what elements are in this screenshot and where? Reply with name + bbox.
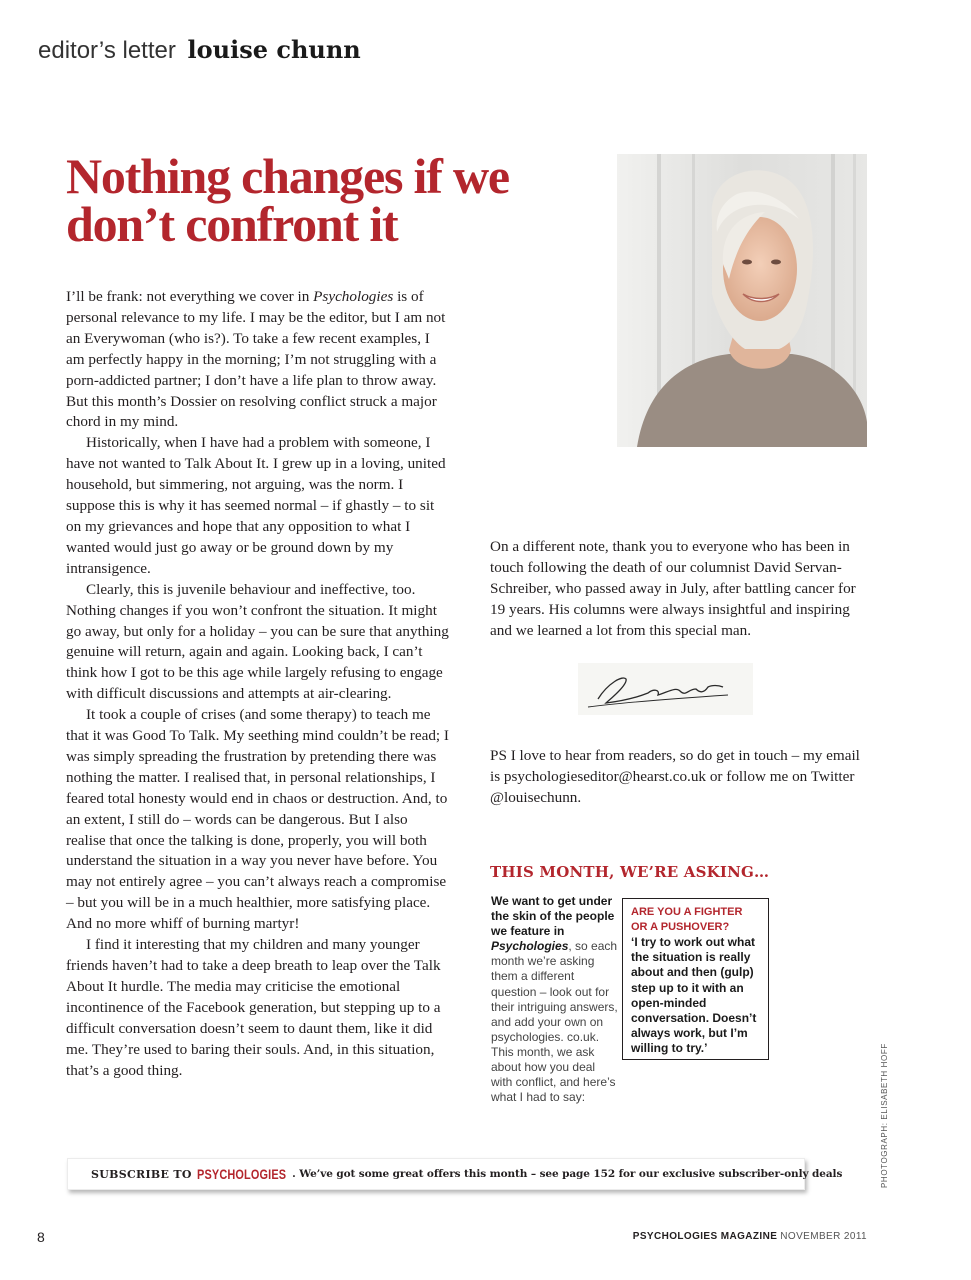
article-headline: Nothing changes if we don’t confront it	[66, 148, 509, 252]
subscribe-banner[interactable]	[67, 1158, 843, 1190]
editor-signature	[578, 663, 753, 715]
paragraph-2: Historically, when I have had a problem with someone, I have not wanted to Talk About It. I grew up in a loving, united household, but simmering, not arguing, was the norm. I suppose this is why it has seemed normal – if ghastly – to sit on my grievances and hope that any opposition to what I wanted would just go away or be ground down by my intransigence.	[66, 434, 446, 577]
asking-question: ARE YOU A FIGHTER OR A PUSHOVER?	[631, 906, 743, 933]
subscribe-offer: . We’ve got some great offers this month – see page 152 for our exclusive subscriber-only deals	[292, 1168, 843, 1180]
asking-intro-lead: We want to get under the skin of the people we feature in Psychologies	[491, 894, 615, 954]
paragraph-1: I’ll be frank: not everything we cover in Psychologies is of personal relevance to my life. I may be the editor, but I am not an Everywoman (who is?). To take a few recent examples, I am perfectly happy in the morning; I’m not struggling with a porn-addicted partner; I don’t have a life plan to throw away. But this month’s Dossier on resolving conflict struck a major chord in my mind.	[66, 288, 446, 431]
section-header	[38, 36, 361, 65]
paragraph-5: I find it interesting that my children and many younger friends haven’t had to take a deep breath to leap over the Talk About It hurdle. The media may criticise the emotional incontinence of the Facebook generation, but stepping up to a difficult conversation doesn’t seem to daunt them, like it did me. They’re used to baring their souls. And, in this situation, that’s a good thing.	[66, 936, 441, 1079]
magazine-title-italic: Psychologies	[313, 288, 394, 305]
asking-answer: ‘I try to work out what the situation is really about and then (gulp) step up to it with an open-minded conversation. Doesn’t always work, but I’m willing to try.’	[631, 935, 757, 1056]
signature-scribble	[578, 663, 753, 715]
asking-quote-box	[622, 898, 769, 1060]
article-body	[66, 287, 451, 1081]
section-label: editor’s letter	[38, 37, 176, 64]
photo-credit: PHOTOGRAPH: ELISABETH HOFF	[880, 1043, 889, 1188]
signature-text: Louise	[688, 705, 712, 713]
subscribe-label: SUBSCRIBE TO	[91, 1167, 192, 1181]
magazine-name: PSYCHOLOGIES MAGAZINE	[632, 1231, 778, 1242]
note-paragraph: On a different note, thank you to everyone who has been in touch following the death of our columnist David Servan-Schreiber, who passed away in July, after battling cancer for 19 years. His columns were always insightful and inspiring and we learned a lot from this special man.	[490, 538, 856, 639]
asking-section-title: THIS MONTH, WE’RE ASKING…	[490, 863, 770, 881]
ps-paragraph: PS I love to hear from readers, so do get in touch – my email is psychologieseditor@hearst.co.uk or follow me on Twitter @louisechunn.	[490, 747, 860, 806]
editor-portrait-photo	[617, 154, 867, 447]
portrait-illustration	[617, 154, 867, 447]
asking-intro	[491, 894, 619, 1105]
page-number: 8	[37, 1229, 45, 1245]
author-name: louise chunn	[187, 35, 361, 64]
paragraph-4: It took a couple of crises (and some therapy) to teach me that it was Good To Talk. My seething mind couldn’t be read; I was simply spreading the frustration by pretending there was nothing the matter. I realised that, in personal relationships, I feared total honesty would end in chaos or destruction. And, to an extent, I still do – words can be dangerous. But I also realise that once the talking is done, properly, you will both understand the situation in a way you never have before. You may not entirely agree – you can’t always reach a compromise – but you will be in a much healthier, more satisfying place. And no more whiff of burning martyr!	[66, 706, 449, 933]
footer-issue	[633, 1231, 867, 1242]
asking-intro-rest: , so each month we’re asking them a different question – look out for their intriguing answers, and add your own on psychologies. co.uk. This month, we ask about how you deal with conflict, and here’s what I had to say:	[491, 939, 618, 1105]
brand-logo: PSYCHOLOGIES	[196, 1166, 286, 1182]
paragraph-3: Clearly, this is juvenile behaviour and ineffective, too. Nothing changes if you won’t confront the situation. It might go away, but only for a holiday – you can be sure that anything genuine will return, again and again. Looking back, I can’t think how I got to be this age while largely refusing to engage with difficult discussions and attempts at air-clearing.	[66, 580, 449, 703]
issue-date: NOVEMBER 2011	[780, 1231, 867, 1242]
